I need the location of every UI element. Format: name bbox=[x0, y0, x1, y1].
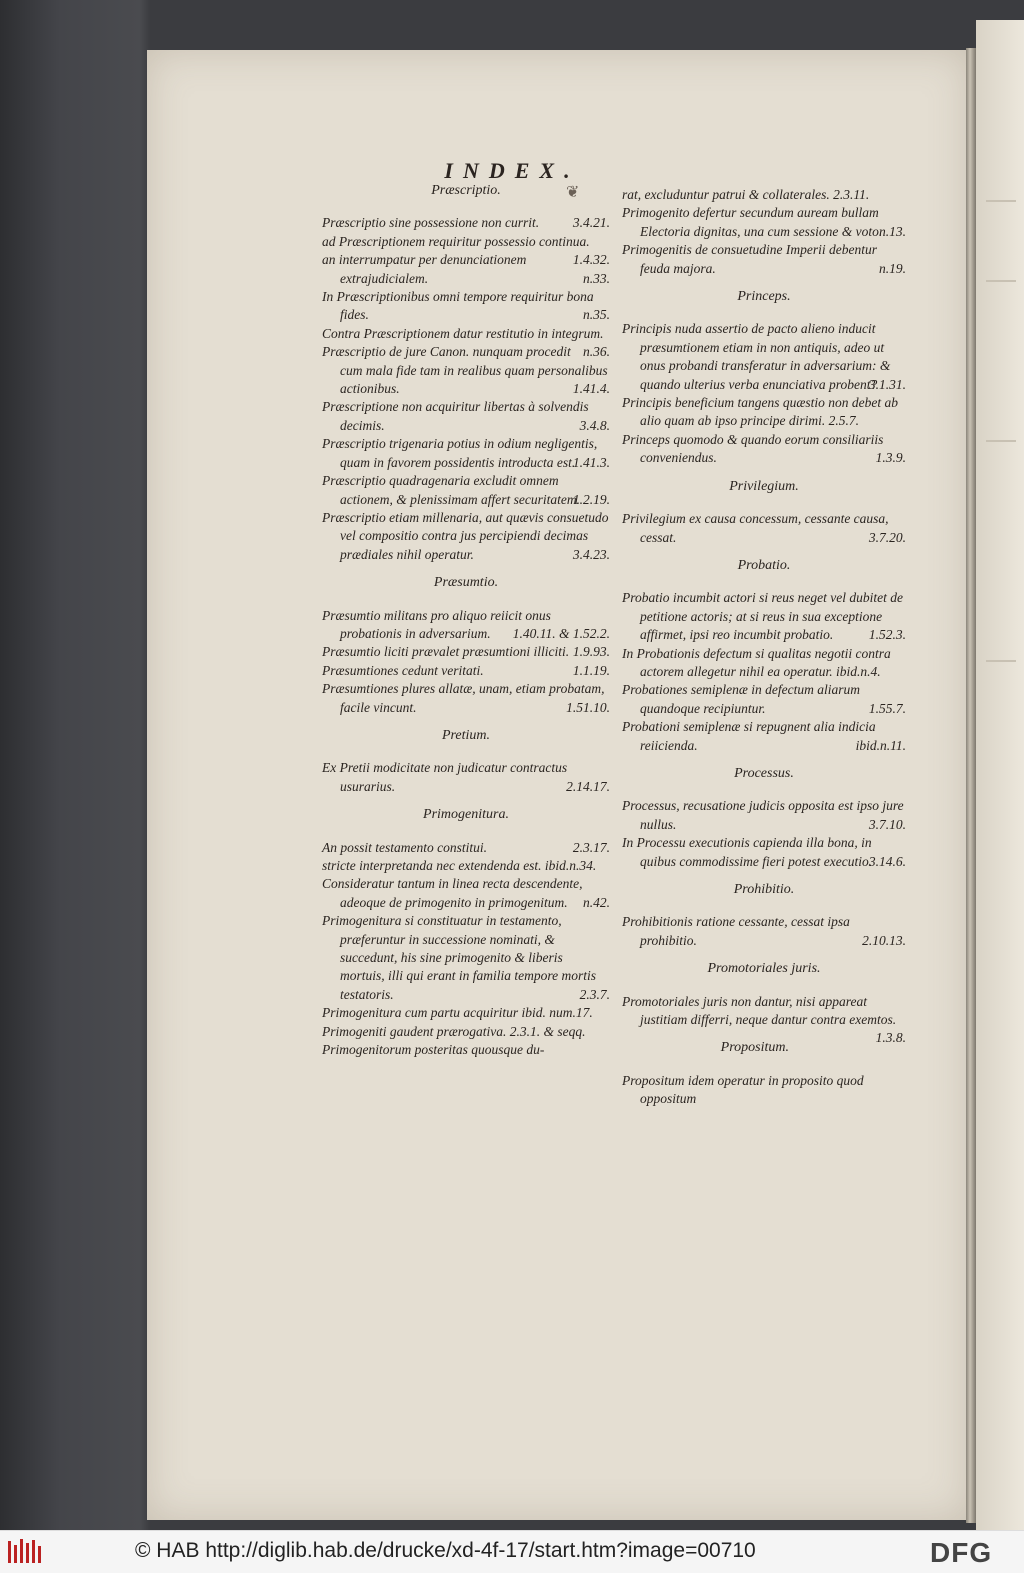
index-entry bbox=[322, 251, 610, 288]
entry-text: In Processu executionis capienda illa bona, in quibus commodissime fieri potest executio. bbox=[622, 835, 873, 869]
entry-text: Probationi semiplenæ si repugnent alia indicia reiicienda. bbox=[622, 719, 876, 753]
index-entry bbox=[322, 214, 610, 232]
left-column bbox=[322, 182, 610, 1059]
section-title: Probatio. bbox=[737, 557, 791, 573]
entry-text: Præsumtio liciti prævalet præsumtioni illiciti. bbox=[322, 644, 570, 660]
index-entry bbox=[622, 645, 906, 682]
section-title: Propositum. bbox=[720, 1040, 789, 1056]
entry-text: Præscriptio de jure Canon. nunquam procedit cum mala fide tam in realibus quam personalibus actionibus. bbox=[322, 344, 608, 397]
entry-reference: 2.14.17. bbox=[566, 778, 610, 794]
entry-reference: n.35. bbox=[583, 307, 610, 323]
index-entry bbox=[322, 839, 610, 857]
page-gutter bbox=[966, 48, 976, 1523]
index-entry bbox=[322, 875, 610, 912]
index-entry bbox=[322, 288, 610, 325]
entry-text: Præscriptio etiam millenaria, aut quævis consuetudo vel compositio contra jus percipiendi decimas prædiales nihil operatur. bbox=[322, 509, 609, 562]
right-column bbox=[622, 186, 906, 1109]
entry-text: Præscriptio quadragenaria excludit omnem actionem, & plenissimam affert securitatem. bbox=[322, 473, 580, 507]
index-entry bbox=[322, 1023, 610, 1041]
entry-text: Principis nuda assertio de pacto alieno inducit præsumtionem etiam in non antiquis, adeo ut onus probandi transferatur in adversarium: & quando ulterius verba enunciativa probent? bbox=[622, 321, 891, 392]
index-entry bbox=[322, 662, 610, 680]
entry-reference: n.13. bbox=[879, 223, 906, 239]
entry-reference: 3.4.21. bbox=[572, 215, 610, 231]
entry-text: Primogeniti gaudent prærogativa. 2.3.1. & seqq. bbox=[322, 1023, 586, 1039]
entry-reference: n.33. bbox=[583, 270, 610, 286]
entry-text: Primogenitura cum partu acquiritur ibid. num.17. bbox=[322, 1005, 593, 1021]
index-entry bbox=[322, 912, 610, 1004]
index-entry bbox=[322, 857, 610, 875]
index-entry bbox=[622, 913, 906, 950]
entry-reference: 1.41.4. bbox=[572, 381, 610, 397]
entry-text: Præsumtiones plures allatæ, unam, etiam probatam, facile vincunt. bbox=[322, 681, 605, 715]
entry-reference: 1.3.9. bbox=[875, 450, 906, 466]
entry-text: stricte interpretanda nec extendenda est. ibid.n.34. bbox=[322, 858, 597, 873]
section-title: Processus. bbox=[734, 765, 794, 781]
copyright-url: © HAB http://diglib.hab.de/drucke/xd-4f-17/start.htm?image=00710 bbox=[135, 1539, 756, 1562]
entry-reference: 1.1.19. bbox=[572, 662, 610, 678]
entry-text: Contra Præscriptionem datur restitutio in integrum. bbox=[322, 325, 604, 341]
section-title: Prohibitio. bbox=[733, 882, 795, 897]
index-entry bbox=[322, 233, 610, 268]
index-entry bbox=[622, 241, 906, 278]
entry-text: Præscriptione non acquiritur libertas à solvendis decimis. bbox=[322, 399, 589, 433]
entry-reference: 1.2.19. bbox=[572, 491, 610, 507]
entry-text: Ex Pretii modicitate non judicatur contractus usurarius. bbox=[322, 760, 568, 794]
index-entry bbox=[322, 680, 610, 717]
section-title: Princeps. bbox=[737, 289, 791, 305]
entry-text: Præsumtiones cedunt veritati. bbox=[322, 662, 484, 678]
section-title: Præscriptio. bbox=[431, 183, 501, 198]
index-entry bbox=[322, 325, 610, 360]
entry-reference: 2.3.7. bbox=[579, 986, 610, 1002]
entry-text: Præscriptio trigenaria potius in odium negligentis, quam in favorem possidentis introducta est. bbox=[322, 436, 598, 470]
entry-text: Consideratur tantum in linea recta descendente, adeoque de primogenito in primogenitum. bbox=[322, 876, 583, 910]
entry-text: Prohibitionis ratione cessante, cessat ipsa prohibitio. bbox=[622, 914, 850, 948]
index-entry bbox=[622, 510, 906, 547]
index-entry bbox=[622, 834, 906, 871]
entry-text: Primogenitis de consuetudine Imperii debentur feuda majora. bbox=[622, 242, 877, 276]
facing-page-edge bbox=[976, 20, 1024, 1530]
entry-text: Præscriptio sine possessione non currit. bbox=[322, 215, 540, 231]
index-entry bbox=[322, 1004, 610, 1022]
index-entry bbox=[322, 472, 610, 509]
entry-text: ad Præscriptionem requiritur possessio continua. bbox=[322, 233, 590, 249]
index-entry bbox=[622, 718, 906, 755]
index-entry bbox=[322, 1041, 610, 1059]
index-entry bbox=[322, 759, 610, 796]
index-entry bbox=[622, 993, 906, 1046]
index-heading: INDEX. bbox=[444, 158, 580, 183]
entry-text: Primogenitorum posteritas quousque du- bbox=[322, 1042, 545, 1058]
entry-text: Princeps quomodo & quando eorum consiliariis conveniendus. bbox=[622, 431, 884, 466]
entry-reference: n.19. bbox=[879, 260, 906, 276]
entry-reference: 1.4.32. bbox=[572, 252, 610, 268]
entry-reference: 3.14.6. bbox=[868, 853, 906, 869]
entry-reference: 1.41.3. bbox=[572, 454, 610, 470]
entry-reference: 3.1.31. bbox=[868, 376, 906, 392]
entry-reference: ibid.n.11. bbox=[855, 737, 906, 753]
entry-text: Primogenitura si constituatur in testamento, præferuntur in successione nominati, & succedunt, his sine primogenito & liberis mortuis, illi qui erant in familia tempore mortis testatoris. bbox=[322, 913, 597, 1002]
index-entry bbox=[322, 509, 610, 564]
index-entry bbox=[622, 589, 906, 644]
entry-reference: 1.51.10. bbox=[566, 699, 610, 715]
entry-text: Probationes semiplenæ in defectum aliarum quandoque recipiuntur. bbox=[622, 682, 860, 716]
entry-text: Promotoriales juris non dantur, nisi appareat justitiam differri, neque dantur contra exemtos. bbox=[622, 993, 897, 1028]
index-entry bbox=[622, 681, 906, 718]
index-entry bbox=[322, 435, 610, 472]
entry-text: Privilegium ex causa concessum, cessante causa, cessat. bbox=[622, 511, 889, 545]
index-entry bbox=[322, 607, 610, 644]
entry-reference: 3.7.20. bbox=[868, 529, 906, 545]
entry-reference: 2.3.17. bbox=[572, 839, 610, 855]
entry-reference: 3.4.23. bbox=[572, 546, 610, 562]
entry-text: An possit testamento constitui. bbox=[322, 839, 487, 855]
entry-reference: 1.3.8. bbox=[875, 1030, 906, 1046]
index-entry bbox=[622, 1072, 906, 1109]
index-entry bbox=[322, 343, 610, 398]
section-title: Præsumtio. bbox=[433, 575, 499, 591]
entry-text: Principis beneficium tangens quæstio non debet ab alio quam ab ipso principe dirimi. 2.5.7. bbox=[622, 395, 898, 429]
section-title: Promotoriales juris. bbox=[707, 961, 821, 977]
entry-text: Præsumtio militans pro aliquo reiicit onus probationis in adversarium. bbox=[322, 607, 551, 641]
section-title: Primogenitura. bbox=[423, 807, 509, 823]
index-entry bbox=[622, 431, 906, 468]
index-entry bbox=[322, 643, 610, 661]
entry-reference: 1.52.3. bbox=[868, 627, 906, 643]
footer-bar bbox=[0, 1530, 1024, 1573]
hab-logo-icon bbox=[6, 1537, 46, 1567]
entry-reference: 2.10.13. bbox=[862, 932, 906, 948]
entry-reference: 3.7.10. bbox=[868, 816, 906, 832]
entry-text: Primogenito defertur secundum auream bullam Electoria dignitas, una cum sessione & voto. bbox=[622, 205, 883, 239]
entry-text: In Præscriptionibus omni tempore requiritur bona fides. bbox=[322, 289, 594, 323]
index-entry bbox=[622, 797, 906, 834]
ornament-icon: ❦ bbox=[566, 182, 580, 201]
entry-reference: 3.4.8. bbox=[579, 417, 610, 433]
entry-text: an interrumpatur per denunciationem extrajudicialem. bbox=[322, 252, 527, 286]
index-entry bbox=[322, 398, 610, 435]
entry-text: Propositum idem operatur in proposito quod oppositum bbox=[622, 1072, 864, 1107]
index-entry bbox=[622, 394, 906, 431]
section-title: Privilegium. bbox=[729, 478, 799, 494]
index-entry bbox=[622, 186, 906, 204]
entry-text: rat, excluduntur patrui & collaterales. 2.3.11. bbox=[622, 187, 870, 202]
index-entry bbox=[622, 204, 906, 241]
entry-reference: n.36. bbox=[583, 344, 610, 360]
entry-reference: n.42. bbox=[583, 894, 610, 910]
entry-reference: 1.55.7. bbox=[868, 700, 906, 716]
entry-text: Probatio incumbit actori si reus neget vel dubitet de petitione actoris; at si reus in sua exceptione affirmet, ipsi reo incumbit probatio. bbox=[622, 590, 903, 643]
dfg-logo: DFG bbox=[930, 1537, 993, 1568]
entry-text: In Probationis defectum si qualitas negotii contra actorem allegetur nihil ea operatur. ibid.n.4. bbox=[622, 645, 891, 679]
entry-text: Processus, recusatione judicis opposita est ipso jure nullus. bbox=[622, 798, 904, 832]
entry-reference: 1.9.93. bbox=[572, 644, 610, 660]
index-entry bbox=[622, 320, 906, 394]
section-title: Pretium. bbox=[441, 727, 491, 743]
entry-reference: 1.40.11. & 1.52.2. bbox=[512, 625, 610, 641]
